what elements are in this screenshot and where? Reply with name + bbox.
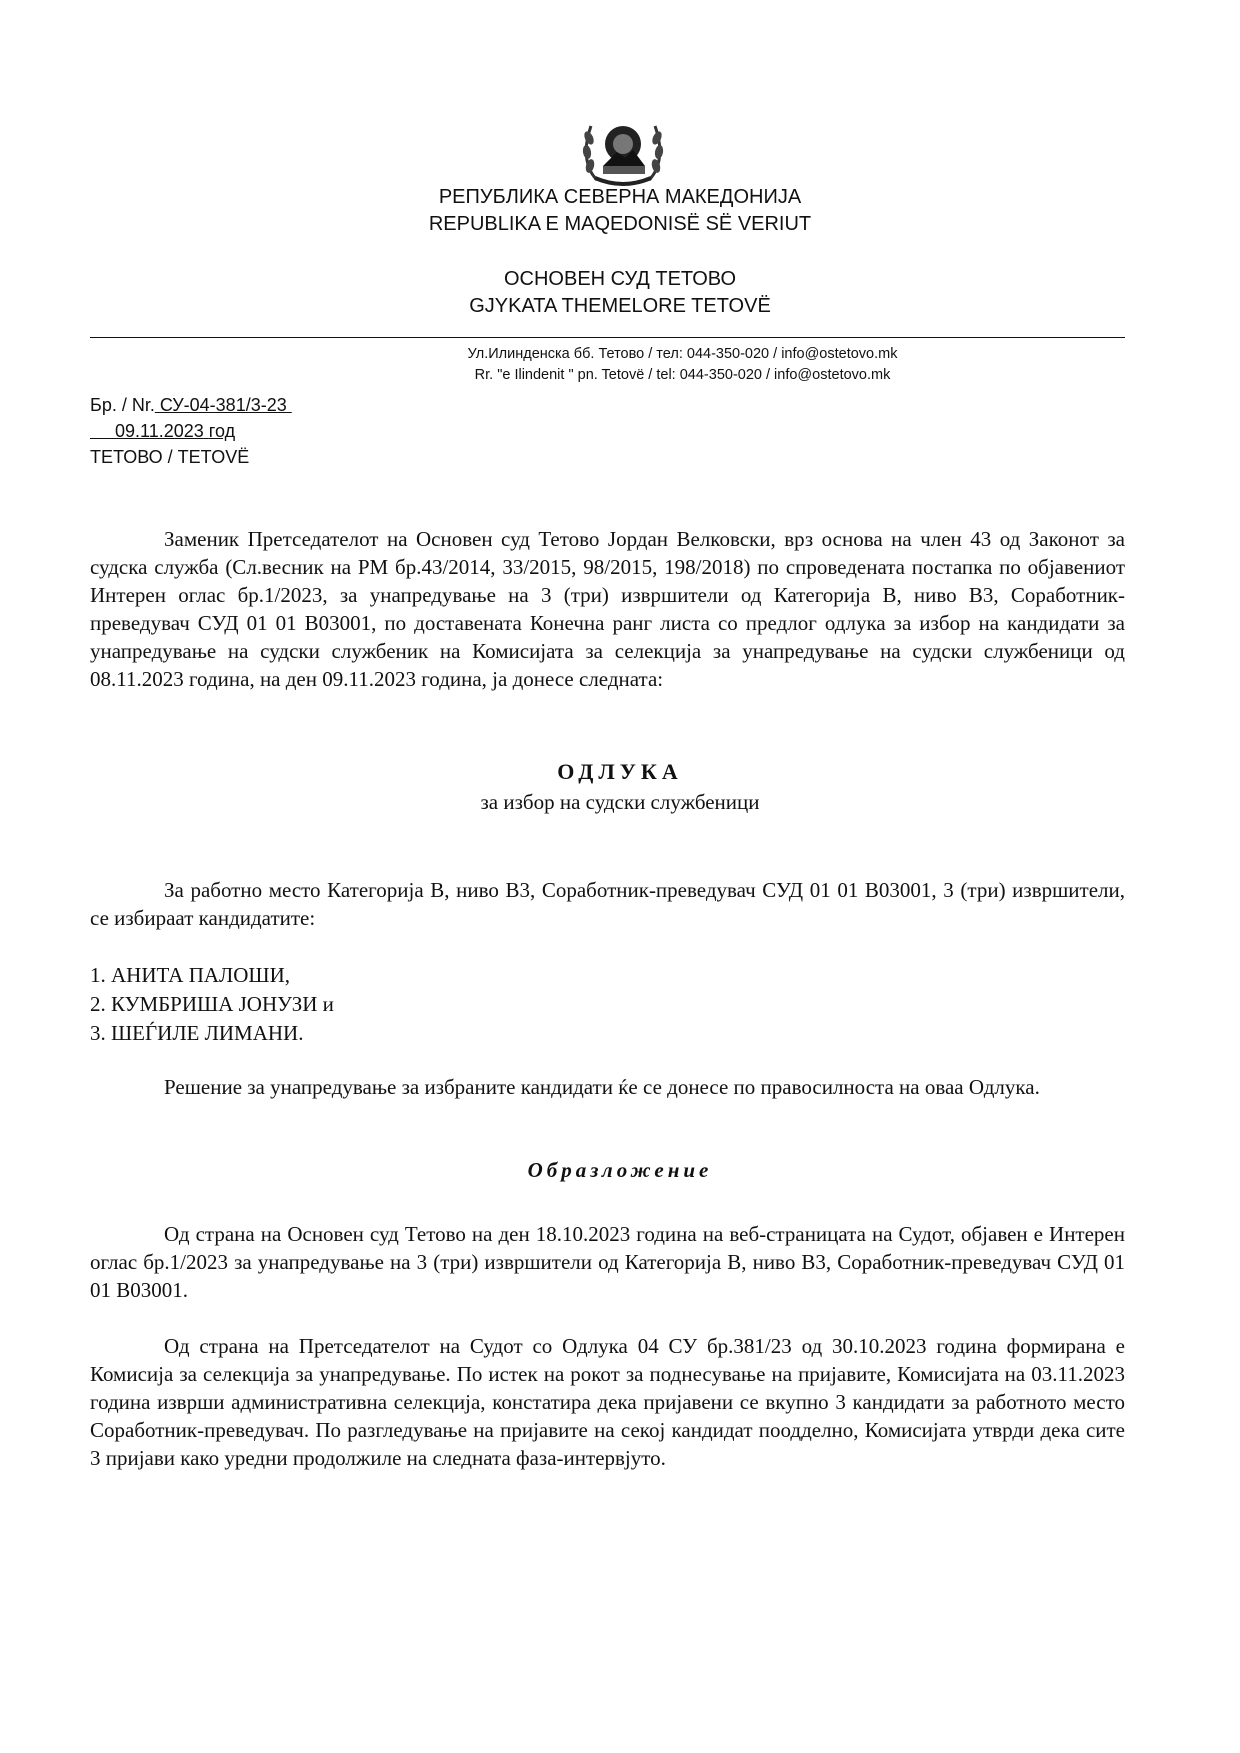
list-item: 2. КУМБРИША ЈОНУЗИ и	[90, 992, 334, 1016]
reasoning-text-2: Од страна на Претседателот на Судот со Одлука 04 СУ бр.381/23 од 30.10.2023 година формирана е Комисија за селекција за унапредување. По истек на рокот за поднесување на пријавите, Комисијата на 03.11.2023 година изврши административна селекција, констатира дека пријавени се вкупно 3 кандидати за работното место Соработник-преведувач. По разгледување на пријавите на секој кандидат поодделно, Комисијата утврди дека сите 3 пријави како уредни продолжиле на следната фаза-интервјуто.	[90, 1334, 1125, 1470]
position-paragraph	[90, 876, 1125, 932]
country-header	[0, 184, 1240, 238]
reasoning-title: Образложение	[527, 1158, 713, 1182]
reference-block	[90, 392, 298, 470]
reasoning-paragraph-2	[90, 1332, 1125, 1472]
intro-text: Заменик Претседателот на Основен суд Тетово Јордан Велковски, врз основа на член 43 од Законот за судска служба (Сл.весник на РМ бр.43/2014, 33/2015, 98/2015, 198/2018) по спроведената постапка по објавениот Интерен оглас бр.1/2023, за унапредување на 3 (три) извршители од Категорија В, ниво В3, Соработник-преведувач СУД 01 01 В03001, по доставената Конечна ранг листа со предлог одлука за избор на кандидати за унапредување на судски службеник на Комисијата за селекција за унапредување на судски службеници од 08.11.2023 година, на ден 09.11.2023 година, ја донесе следната:	[90, 527, 1125, 691]
resolution-paragraph	[90, 1073, 1125, 1101]
header-divider	[90, 337, 1125, 338]
court-name-sq: GJYKATA THEMELORE TETOVË	[469, 295, 771, 317]
resolution-text: Решение за унапредување за избраните кандидати ќе се донесе по правосилноста на оваа Одлука.	[164, 1075, 1040, 1099]
country-name-sq: REPUBLIKA E MAQEDONISË SË VERIUT	[428, 213, 812, 235]
decision-title: ОДЛУКА	[557, 759, 683, 784]
court-header	[0, 266, 1240, 320]
decision-subtitle: за избор на судски службеници	[480, 790, 760, 814]
reference-date: 09.11.2023	[115, 421, 204, 441]
address-sq: Rr. "e Ilindenit " pn. Tetovë / tel: 044-350-020 / info@ostetovo.mk	[474, 367, 891, 383]
court-address	[0, 344, 1240, 386]
reasoning-text-1: Од страна на Основен суд Тетово на ден 18.10.2023 година на веб-страницата на Судот, објавен е Интерен оглас бр.1/2023 за унапредување на 3 (три) извршители од Категорија В, ниво В3, Соработник-преведувач СУД 01 01 В03001.	[90, 1222, 1125, 1302]
list-item: 1. АНИТА ПАЛОШИ,	[90, 963, 291, 987]
reference-date-suffix: год	[208, 421, 236, 441]
address-mk: Ул.Илинденска бб. Тетово / тел: 044-350-020 / info@ostetovo.mk	[467, 346, 898, 362]
list-item: 3. ШЕЃИЛЕ ЛИМАНИ.	[90, 1021, 304, 1045]
candidate-list	[90, 961, 334, 1048]
reasoning-paragraph-1	[90, 1220, 1125, 1304]
country-name-mk: РЕПУБЛИКА СЕВЕРНА МАКЕДОНИЈА	[438, 186, 802, 208]
reference-number-label: Бр. / Nr.	[90, 395, 155, 415]
reference-number-line	[90, 392, 298, 418]
reference-number: СУ-04-381/3-23	[154, 395, 292, 415]
reference-place: ТЕТОВО / TETOVË	[90, 447, 250, 467]
court-name-mk: ОСНОВЕН СУД ТЕТОВО	[503, 268, 737, 290]
reference-date-line	[90, 418, 298, 444]
coat-of-arms-icon	[567, 108, 679, 188]
position-text: За работно место Категорија В, ниво В3, Соработник-преведувач СУД 01 01 В03001, 3 (три) извршители, се избираат кандидатите:	[90, 878, 1125, 930]
intro-paragraph	[90, 525, 1125, 693]
